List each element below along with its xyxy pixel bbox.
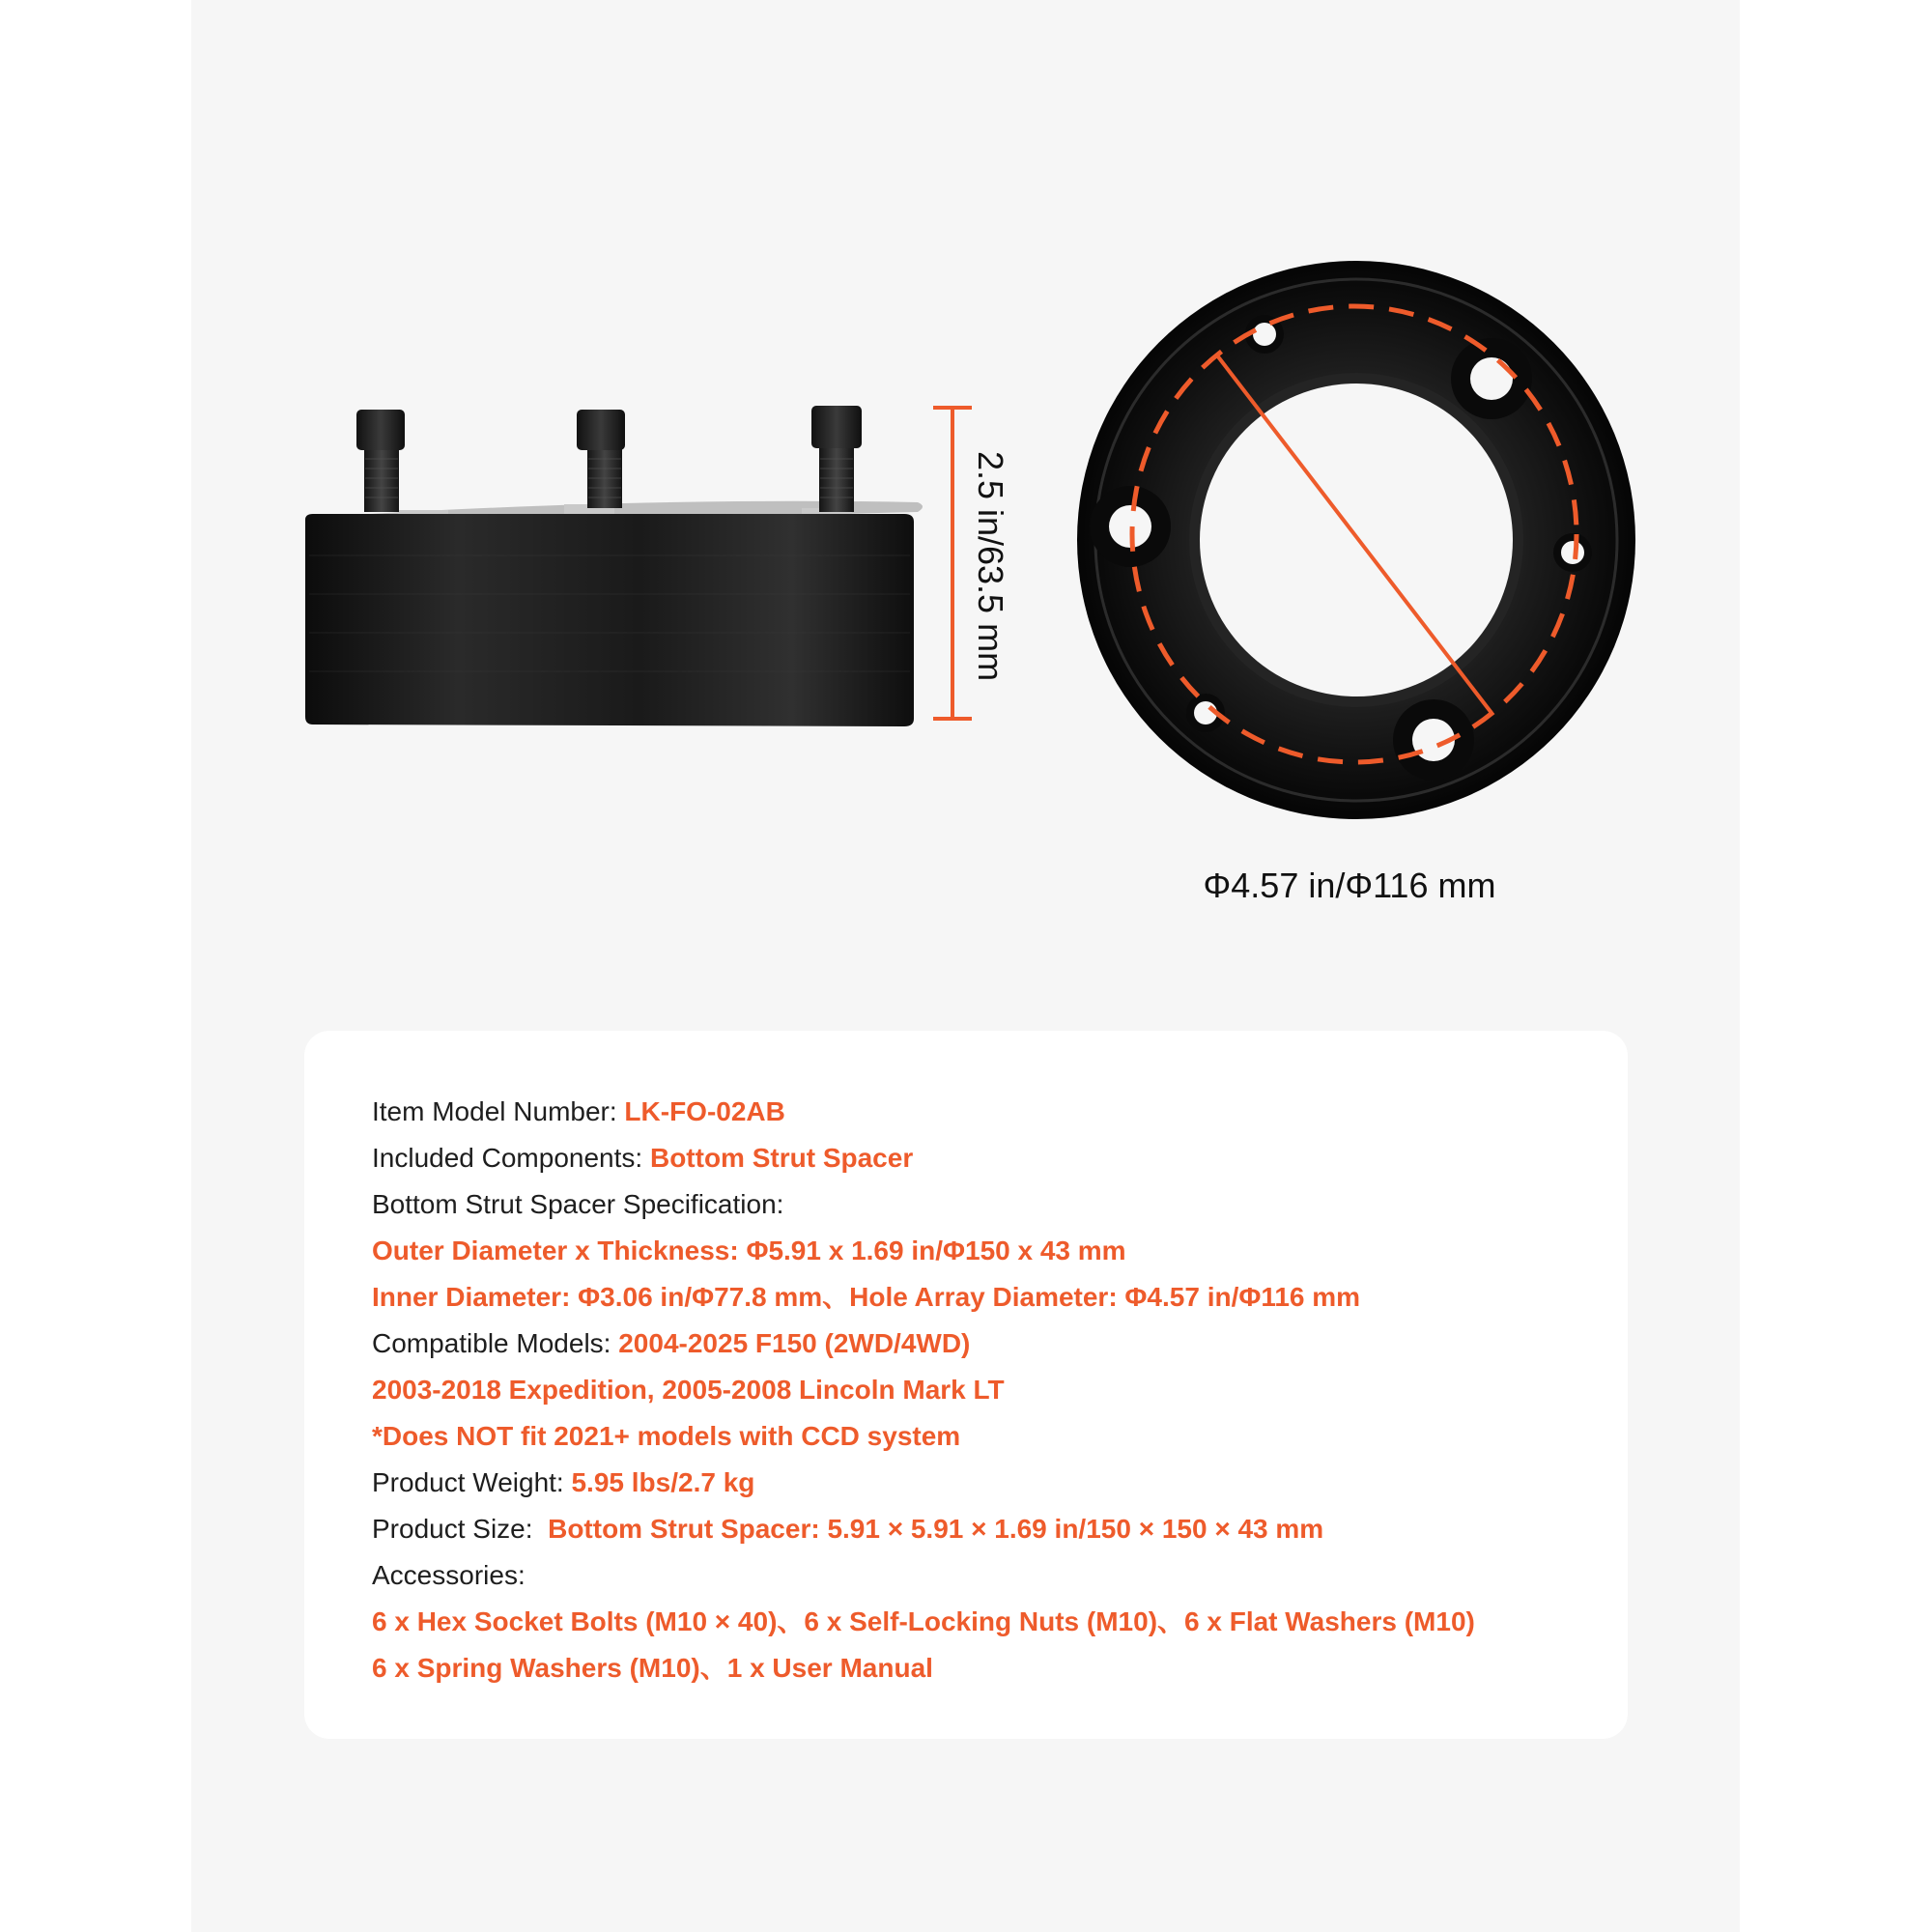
spec-compatible-models	[372, 1321, 1570, 1367]
spec-value: Bottom Strut Spacer	[649, 1143, 914, 1173]
spec-inner-diameter	[372, 1274, 1570, 1321]
spec-list	[372, 1089, 1570, 1691]
spec-label: Included Components:	[372, 1143, 650, 1173]
spec-value: Bottom Strut Spacer: 5.91 × 5.91 × 1.69 in/150 × 150 × 43 mm	[548, 1514, 1324, 1544]
spec-value: 5.95 lbs/2.7 kg	[571, 1467, 755, 1497]
strut-spacer-side-view-icon	[290, 386, 985, 744]
spec-label: Item Model Number:	[372, 1096, 625, 1126]
spec-value: 2004-2025 F150 (2WD/4WD)	[618, 1328, 971, 1358]
spec-compatible-models-2	[372, 1367, 1570, 1413]
spec-value: *Does NOT fit 2021+ models with CCD system	[372, 1421, 961, 1451]
spec-label: Bottom Strut Spacer Specification:	[372, 1189, 784, 1219]
spec-accessories-2	[372, 1645, 1570, 1691]
strut-spacer-top-view-icon	[1066, 257, 1646, 837]
spec-value: 6 x Hex Socket Bolts (M10 × 40)、6 x Self-Locking Nuts (M10)、6 x Flat Washers (M10)	[372, 1606, 1475, 1636]
spec-accessories-heading	[372, 1552, 1570, 1599]
spec-product-weight	[372, 1460, 1570, 1506]
spec-value: Outer Diameter x Thickness: Φ5.91 x 1.69 in/Φ150 x 43 mm	[372, 1236, 1126, 1265]
spec-label: Product Weight:	[372, 1467, 572, 1497]
thickness-dimension-label: 2.5 in/63.5 mm	[971, 450, 1010, 682]
specification-card	[304, 1031, 1628, 1739]
hole-array-dimension-label: Φ4.57 in/Φ116 mm	[1203, 866, 1496, 905]
spec-accessories-1	[372, 1599, 1570, 1645]
spec-model-number	[372, 1089, 1570, 1135]
spec-label: Compatible Models:	[372, 1328, 619, 1358]
spec-product-size	[372, 1506, 1570, 1552]
spec-heading	[372, 1181, 1570, 1228]
spec-value: LK-FO-02AB	[624, 1096, 785, 1126]
spec-label: Accessories:	[372, 1560, 526, 1590]
spec-warning	[372, 1413, 1570, 1460]
spec-value: 6 x Spring Washers (M10)、1 x User Manual	[372, 1653, 933, 1683]
spec-outer-diameter	[372, 1228, 1570, 1274]
spec-value: Inner Diameter: Φ3.06 in/Φ77.8 mm、Hole Array Diameter: Φ4.57 in/Φ116 mm	[372, 1282, 1361, 1312]
spec-value: 2003-2018 Expedition, 2005-2008 Lincoln Mark LT	[372, 1375, 1005, 1405]
spec-label: Product Size:	[372, 1514, 549, 1544]
spec-included-components	[372, 1135, 1570, 1181]
